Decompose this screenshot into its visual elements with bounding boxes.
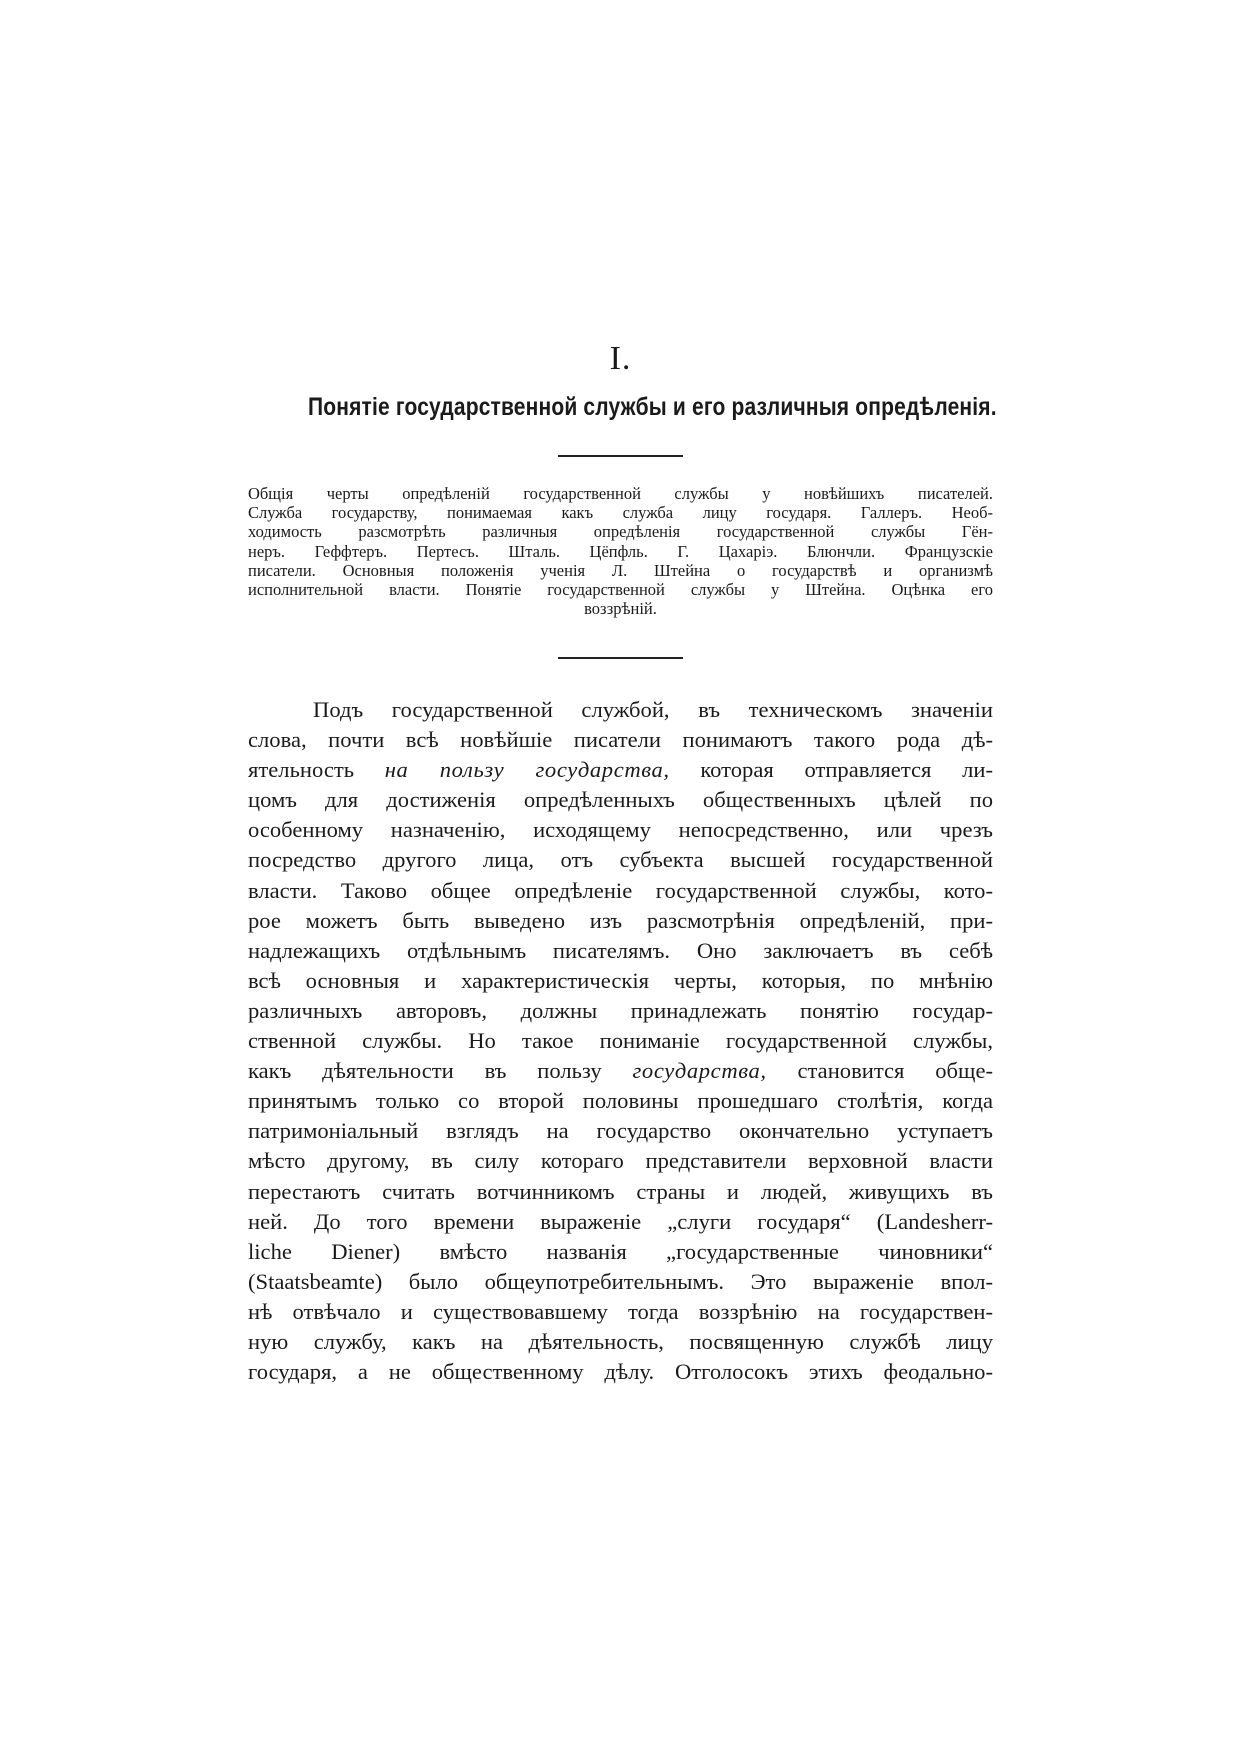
summary-line: ходимость разсмотрѣть различныя опредѣленія государственной службы Гён- xyxy=(248,522,993,542)
body-line: Подъ государственной службой, въ техническомъ значеніи xyxy=(313,697,993,722)
body-line: мѣсто другому, въ силу котораго представители верховной власти xyxy=(248,1148,993,1174)
body-text-run: ятельность xyxy=(248,757,385,783)
body-line xyxy=(248,755,993,785)
body-line: власти. Таково общее опредѣленіе государственной службы, кото- xyxy=(248,877,993,903)
body-line: рое можетъ быть выведено изъ разсмотрѣнія опредѣленій, при- xyxy=(248,907,993,933)
divider-bottom xyxy=(558,657,683,659)
emphasis-text: государства, xyxy=(632,1058,767,1084)
body-line: слова, почти всѣ новѣйшіе писатели понимаютъ такого рода дѣ- xyxy=(248,727,993,753)
divider-top xyxy=(558,455,683,457)
body-line: государя, а не общественному дѣлу. Отголосокъ этихъ феодально- xyxy=(248,1359,993,1385)
body-line: ственной службы. Но такое пониманіе государственной службы, xyxy=(248,1028,993,1054)
body-text-run: становится обще- xyxy=(766,1058,994,1084)
summary-line: воззрѣній. xyxy=(584,599,657,619)
chapter-summary xyxy=(248,484,993,618)
body-line: liche Diener) вмѣсто названія „государственные чиновники“ xyxy=(248,1238,993,1264)
body-line: посредство другого лица, отъ субъекта высшей государственной xyxy=(248,847,993,873)
summary-line: Служба государству, понимаемая какъ служба лицу государя. Галлеръ. Необ- xyxy=(248,503,993,523)
body-line: (Staatsbeamte) было общеупотребительнымъ. Это выраженіе впол- xyxy=(248,1268,993,1294)
body-line: цомъ для достиженія опредѣленныхъ общественныхъ цѣлей по xyxy=(248,787,993,813)
emphasis-text: на пользу государства, xyxy=(384,757,670,783)
body-line: перестаютъ считать вотчинникомъ страны и людей, живущихъ въ xyxy=(248,1178,993,1204)
chapter-number: I. xyxy=(609,340,632,377)
body-line: особенному назначенію, исходящему непосредственно, или чрезъ xyxy=(248,817,993,843)
body-line: принятымъ только со второй половины прошедшаго столѣтія, когда xyxy=(248,1088,993,1114)
body-line: нѣ отвѣчало и существовавшему тогда воззрѣнію на государствен- xyxy=(248,1298,993,1324)
body-line: патримоніальный взглядъ на государство окончательно уступаетъ xyxy=(248,1118,993,1144)
body-line: ную службу, какъ на дѣятельность, посвященную службѣ лицу xyxy=(248,1328,993,1354)
summary-line: исполнительной власти. Понятіе государственной службы у Штейна. Оцѣнка его xyxy=(248,579,993,599)
body-line: различныхъ авторовъ, должны принадлежать понятію государ- xyxy=(248,997,993,1023)
body-line: всѣ основныя и характеристическія черты, которыя, по мнѣнію xyxy=(248,967,993,993)
body-line: надлежащихъ отдѣльнымъ писателямъ. Оно заключаетъ въ себѣ xyxy=(248,937,993,963)
body-line xyxy=(248,1056,993,1086)
body-text-run: которая отправляется ли- xyxy=(669,757,993,783)
chapter-title: Понятіе государственной службы и его различныя опредѣленія. xyxy=(308,393,997,421)
body-text-run: какъ дѣятельности въ пользу xyxy=(248,1058,633,1084)
summary-line: писатели. Основныя положенія ученія Л. Штейна о государствѣ и организмѣ xyxy=(248,560,993,580)
summary-line: Общія черты опредѣленій государственной службы у новѣйшихъ писателей. xyxy=(248,484,993,503)
body-paragraph xyxy=(248,695,993,1387)
body-line: ней. До того времени выраженіе „слуги государя“ (Landesherr- xyxy=(248,1208,993,1234)
summary-line: неръ. Геффтеръ. Пертесъ. Шталь. Цёпфль. Г. Цахаріэ. Блюнчли. Французскіе xyxy=(248,541,993,561)
